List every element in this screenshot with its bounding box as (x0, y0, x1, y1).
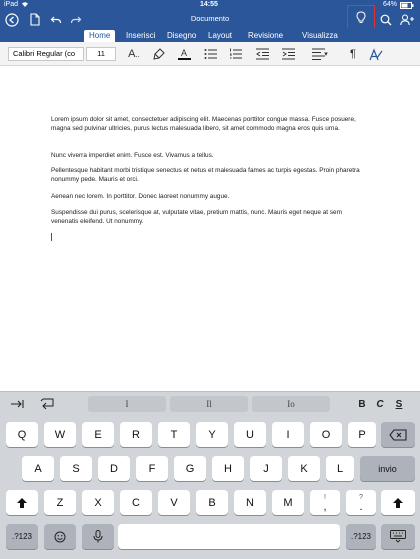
indent-icon (282, 48, 295, 60)
font-size-field[interactable]: 11 (86, 47, 116, 61)
key-period-label: . (359, 500, 363, 513)
key-period-alt: ? (359, 493, 363, 501)
bold-key[interactable]: B (358, 398, 366, 410)
paragraph-1[interactable]: Lorem ipsum dolor sit amet, consectetuer adipiscing elit. Maecenas porttitor congue massa. Fusce posuere, magna sed pulvinar ultricies, purus lectus malesuada libero, sit amet commodo magna eros quis urna. (51, 116, 356, 132)
keyboard-dismiss-icon (390, 530, 406, 543)
decrease-indent-button[interactable] (254, 46, 270, 62)
paragraph-3[interactable]: Pellentesque habitant morbi tristique senectus et netus et malesuada fames ac turpis egestas. Proin pharetra nonummy pede. Mauris et orci. (51, 167, 360, 183)
shift-key-right[interactable] (381, 490, 415, 515)
tab-inserisci[interactable]: Inserisci (126, 31, 156, 40)
key-e[interactable]: E (82, 422, 114, 447)
tab-icon (10, 399, 24, 409)
font-color-icon: A (180, 48, 187, 58)
numbering-button[interactable] (227, 46, 243, 62)
paragraph-5[interactable]: Suspendisse dui purus, scelerisque at, vulputate vitae, pretium mattis, nunc. Mauris eget neque at sem venenatis eleifend. Ut nonummy. (51, 209, 342, 225)
key-y[interactable]: Y (196, 422, 228, 447)
key-n[interactable]: N (234, 490, 266, 515)
clock: 14:55 (200, 1, 218, 8)
font-color-button[interactable] (176, 46, 192, 62)
styles-button[interactable] (368, 46, 384, 62)
key-q[interactable]: Q (6, 422, 38, 447)
hide-keyboard-key[interactable] (381, 524, 415, 549)
backspace-icon (389, 429, 407, 441)
key-x[interactable]: X (82, 490, 114, 515)
pilcrow-icon: ¶ (350, 48, 356, 60)
key-s[interactable]: S (60, 456, 92, 481)
italic-key[interactable]: C (376, 398, 384, 410)
key-m[interactable]: M (272, 490, 304, 515)
ribbon-toolbar (0, 42, 420, 66)
add-person-icon (400, 14, 414, 26)
font-size-icon-label: A (128, 48, 136, 60)
key-h[interactable]: H (212, 456, 244, 481)
key-u[interactable]: U (234, 422, 266, 447)
battery-icon (400, 2, 414, 11)
battery-percent: 64% (383, 1, 398, 8)
return-key[interactable]: invio (360, 456, 415, 481)
underline-key[interactable]: S (395, 398, 403, 410)
numbered-list-icon (229, 48, 242, 60)
key-f[interactable]: F (136, 456, 168, 481)
suggestion-2[interactable]: Il (170, 396, 248, 412)
key-period[interactable] (346, 490, 376, 515)
key-r[interactable]: R (120, 422, 152, 447)
text-cursor (51, 233, 52, 241)
key-v[interactable]: V (158, 490, 190, 515)
lightbulb-icon (356, 11, 366, 24)
font-name-field[interactable]: Calibri Regular (co (8, 47, 84, 61)
chevron-down-icon: ▾ (324, 51, 328, 58)
highlighter-icon (153, 48, 165, 60)
document-canvas[interactable] (0, 66, 420, 391)
search-icon (380, 14, 392, 26)
highlight-button[interactable] (151, 46, 167, 62)
emoji-key[interactable] (44, 524, 76, 549)
redo-icon (70, 14, 82, 26)
suggestion-1[interactable]: I (88, 396, 166, 412)
key-c[interactable]: C (120, 490, 152, 515)
key-j[interactable]: J (250, 456, 282, 481)
suggestion-3[interactable]: Io (252, 396, 330, 412)
tab-home[interactable]: Home (84, 30, 115, 42)
increase-indent-button[interactable] (280, 46, 296, 62)
search-button[interactable] (379, 11, 393, 28)
key-t[interactable]: T (158, 422, 190, 447)
key-p[interactable]: P (348, 422, 376, 447)
numbers-key-left[interactable]: .?123 (6, 524, 38, 549)
microphone-icon (93, 530, 103, 543)
paragraph-marks-button[interactable] (345, 46, 361, 62)
tab-key[interactable] (8, 395, 26, 413)
font-size-button[interactable]: A .. (128, 48, 140, 60)
share-button[interactable] (398, 11, 416, 28)
file-icon (29, 13, 41, 26)
key-l[interactable]: L (326, 456, 354, 481)
font-color-swatch (178, 58, 191, 60)
undo-key[interactable] (38, 395, 56, 413)
outdent-icon (256, 48, 269, 60)
carrier-label: iPad (4, 1, 19, 8)
undo-keyboard-icon (40, 398, 54, 410)
bullet-list-icon (204, 48, 217, 60)
back-button[interactable] (3, 11, 21, 28)
backspace-key[interactable] (381, 422, 415, 447)
key-comma-alt: ! (324, 493, 326, 501)
key-k[interactable]: K (288, 456, 320, 481)
key-a[interactable]: A (22, 456, 54, 481)
emoji-icon (54, 531, 66, 543)
ribbon-tabs (0, 28, 420, 42)
key-comma-label: , (323, 500, 327, 513)
shift-key-left[interactable] (6, 490, 38, 515)
paragraph-4[interactable]: Aenean nec lorem. In porttitor. Donec laoreet nonummy augue. (51, 193, 230, 200)
tab-visualizza[interactable]: Visualizza (302, 31, 338, 40)
dictation-key[interactable] (82, 524, 114, 549)
undo-button[interactable] (48, 11, 64, 28)
tab-revisione[interactable]: Revisione (248, 31, 284, 40)
shift-icon (392, 497, 404, 509)
on-screen-keyboard (0, 391, 420, 559)
key-g[interactable]: G (174, 456, 206, 481)
key-i[interactable]: I (272, 422, 304, 447)
undo-icon (50, 14, 62, 26)
tell-me-button[interactable] (347, 5, 375, 29)
numbers-key-right[interactable]: .?123 (346, 524, 376, 549)
bullets-button[interactable] (202, 46, 218, 62)
key-z[interactable]: Z (44, 490, 76, 515)
space-bar[interactable] (118, 524, 340, 549)
key-o[interactable]: O (310, 422, 342, 447)
key-d[interactable]: D (98, 456, 130, 481)
document-title[interactable]: Documento (190, 14, 230, 23)
file-button[interactable] (27, 11, 43, 28)
tab-disegno[interactable]: Disegno (167, 31, 197, 40)
key-b[interactable]: B (196, 490, 228, 515)
wifi-icon (21, 1, 29, 10)
tab-layout[interactable]: Layout (208, 31, 233, 40)
key-comma[interactable] (310, 490, 340, 515)
redo-button[interactable] (68, 11, 84, 28)
paragraph-2[interactable]: Nunc viverra imperdiet enim. Fusce est. Vivamus a tellus. (51, 152, 214, 159)
key-w[interactable]: W (44, 422, 76, 447)
shift-icon (16, 497, 28, 509)
back-arrow-icon (5, 13, 19, 27)
title-bar (0, 11, 420, 28)
styles-icon (369, 48, 383, 61)
